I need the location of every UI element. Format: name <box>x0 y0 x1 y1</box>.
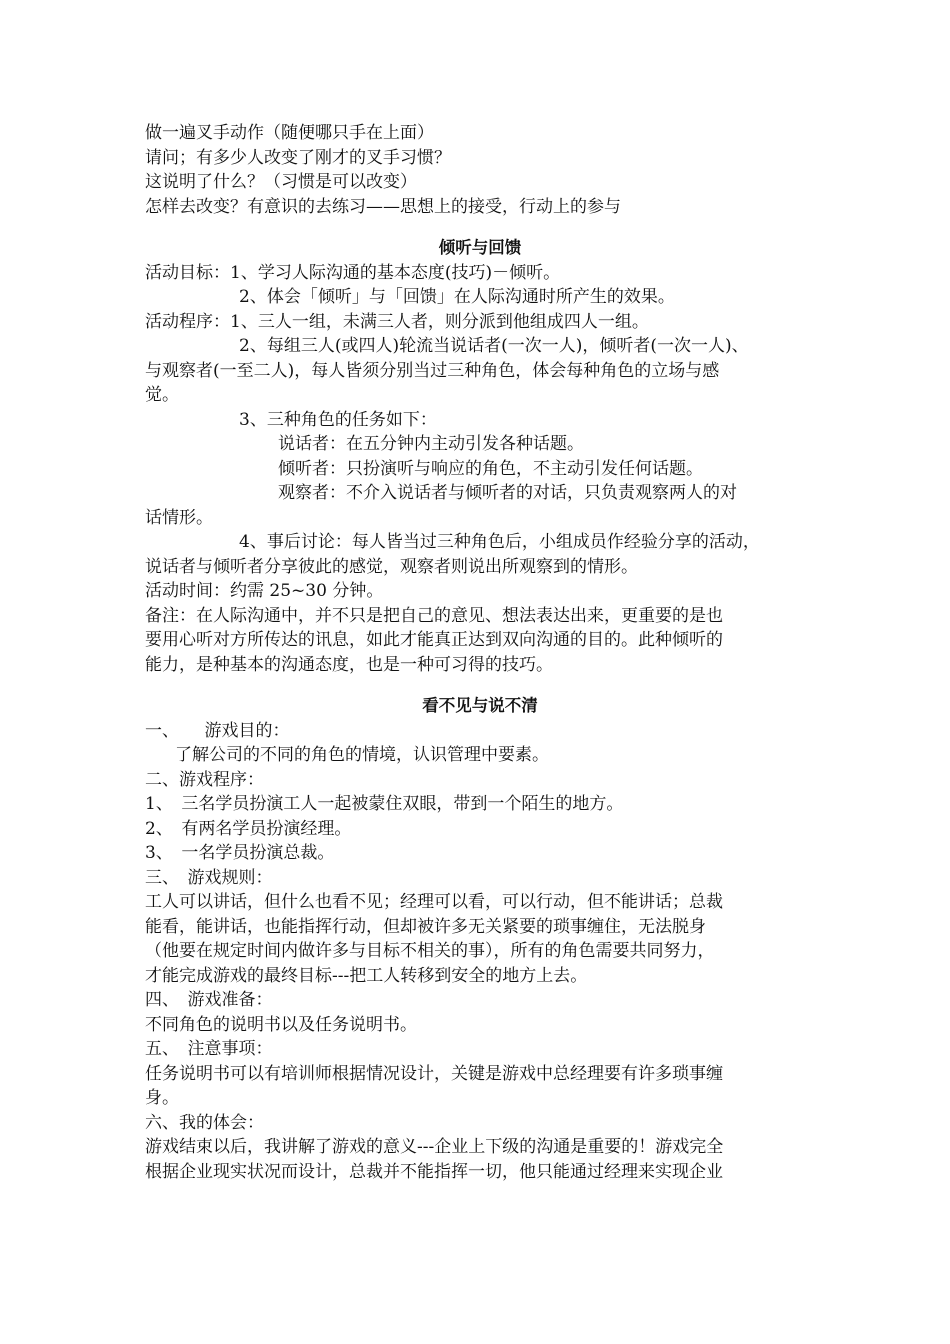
section-heading: 六、我的体会： <box>145 1112 264 1133</box>
activity-note: 能力，是种基本的沟通态度，也是一种可习得的技巧。 <box>145 654 553 675</box>
list-item: 3、 一名学员扮演总裁。 <box>145 843 335 863</box>
paragraph: 才能完成游戏的最终目标---把工人转移到安全的地方上去。 <box>145 965 588 986</box>
paragraph: 任务说明书可以有培训师根据情况设计，关键是游戏中总经理要有许多琐事缠 <box>145 1063 723 1084</box>
intro-line: 怎样去改变？有意识的去练习——思想上的接受，行动上的参与 <box>145 196 621 217</box>
activity-procedure: 3、三种角色的任务如下： <box>239 409 437 430</box>
activity-note: 要用心听对方所传达的讯息，如此才能真正达到双向沟通的目的。此种倾听的 <box>145 630 723 650</box>
document-page <box>145 121 815 1184</box>
spacer <box>145 219 815 236</box>
activity-time: 活动时间：约需 25~30 分钟。 <box>145 581 384 601</box>
activity-procedure: 4、事后讨论：每人皆当过三种角色后，小组成员作经验分享的活动， <box>239 532 760 552</box>
section-heading: 四、 游戏准备： <box>145 990 273 1010</box>
list-item: 2、 有两名学员扮演经理。 <box>145 818 352 839</box>
activity-note: 备注：在人际沟通中，并不只是把自己的意见、想法表达出来，更重要的是也 <box>145 605 723 626</box>
section-heading: 二、游戏程序： <box>145 769 264 790</box>
intro-line: 做一遍叉手动作（随便哪只手在上面） <box>145 123 434 143</box>
section-title-game: 看不见与说不清 <box>422 696 538 715</box>
role-listener: 倾听者：只扮演听与响应的角色，不主动引发任何话题。 <box>278 458 703 479</box>
paragraph: 了解公司的不同的角色的情境，认识管理中要素。 <box>175 745 549 765</box>
activity-procedure: 与观察者(一至二人)，每人皆须分别当过三种角色，体会每种角色的立场与感 <box>145 360 720 381</box>
paragraph: （他要在规定时间内做许多与目标不相关的事），所有的角色需要共同努力， <box>145 941 715 961</box>
activity-procedure: 觉。 <box>145 385 179 405</box>
section-heading: 三、 游戏规则： <box>145 867 273 888</box>
intro-line: 这说明了什么？（习惯是可以改变） <box>145 172 417 192</box>
role-observer: 话情形。 <box>145 507 213 528</box>
section-title-listening: 倾听与回馈 <box>438 238 522 257</box>
paragraph: 工人可以讲话，但什么也看不见；经理可以看，可以行动，但不能讲话；总裁 <box>145 892 723 912</box>
role-speaker: 说话者：在五分钟内主动引发各种话题。 <box>278 434 584 454</box>
paragraph: 不同角色的说明书以及任务说明书。 <box>145 1014 417 1035</box>
spacer <box>145 677 815 694</box>
paragraph: 能看，能讲话，也能指挥行动，但却被许多无关紧要的琐事缠住，无法脱身 <box>145 916 706 937</box>
paragraph: 身。 <box>145 1088 179 1108</box>
role-observer: 观察者：不介入说话者与倾听者的对话，只负责观察两人的对 <box>278 483 737 503</box>
intro-line: 请问；有多少人改变了刚才的叉手习惯？ <box>145 147 451 168</box>
activity-procedure: 活动程序：1、三人一组，未满三人者，则分派到他组成四人一组。 <box>145 311 649 332</box>
activity-goal: 活动目标：1、学习人际沟通的基本态度(技巧)－倾听。 <box>145 262 561 283</box>
section-heading: 五、 注意事项： <box>145 1039 273 1059</box>
section-heading: 一、 游戏目的： <box>145 720 290 741</box>
paragraph: 游戏结束以后，我讲解了游戏的意义---企业上下级的沟通是重要的！游戏完全 <box>145 1137 724 1157</box>
activity-procedure: 说话者与倾听者分享彼此的感觉，观察者则说出所观察到的情形。 <box>145 556 638 577</box>
paragraph: 根据企业现实状况而设计，总裁并不能指挥一切，他只能通过经理来实现企业 <box>145 1161 723 1182</box>
list-item: 1、 三名学员扮演工人一起被蒙住双眼，带到一个陌生的地方。 <box>145 794 624 814</box>
activity-procedure: 2、每组三人(或四人)轮流当说话者(一次一人)，倾听者(一次一人)、 <box>239 336 749 356</box>
activity-goal: 2、体会「倾听」与「回馈」在人际沟通时所产生的效果。 <box>239 287 675 307</box>
